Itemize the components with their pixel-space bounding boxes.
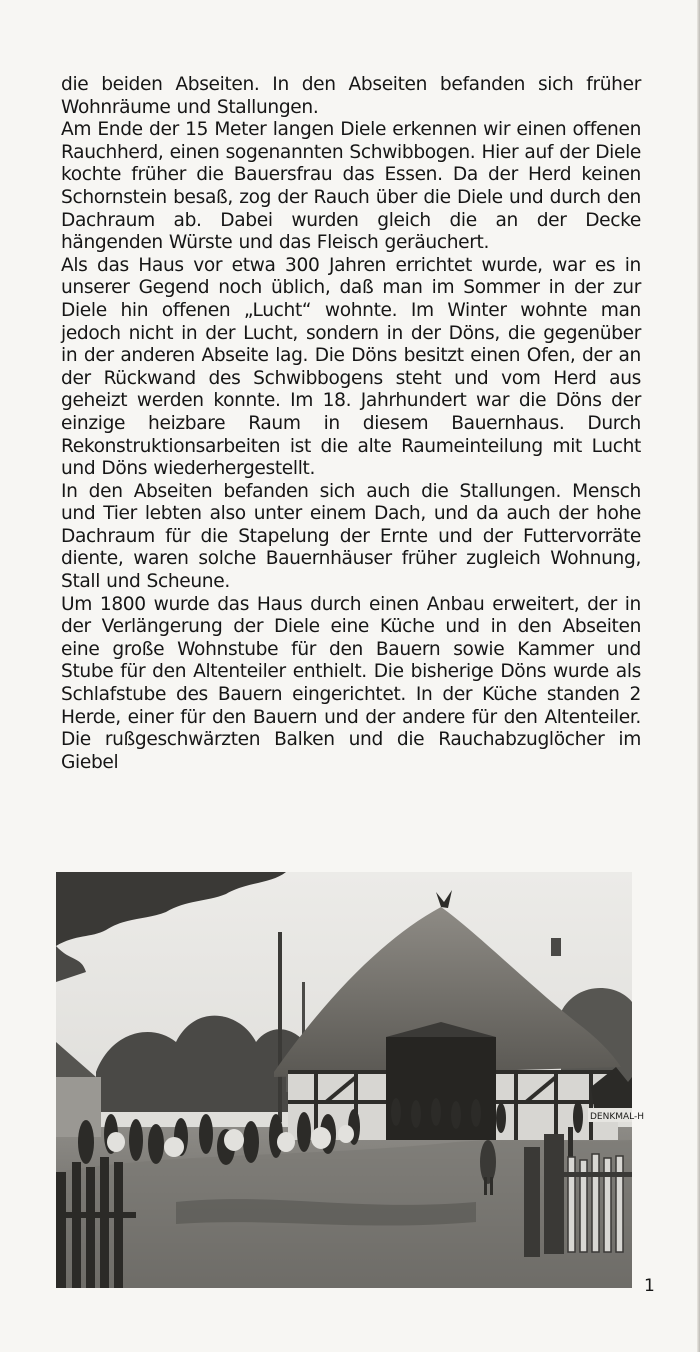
paragraph-2: Am Ende der 15 Meter langen Diele erkennen wir einen offenen Rauchherd, einen sogenannten Schwibbogen. Hier auf der Diele kochte früher die Bauersfrau das Essen. Da der Herd keinen Schornstein besaß, zog der Rauch über die Diele und durch den Dachraum ab. Dabei wurden gleich die an der Decke hängenden Würste und das Fleisch geräuchert.: [61, 119, 641, 254]
page-number: 1: [644, 1276, 655, 1296]
body-text: [61, 74, 641, 774]
farmhouse-photo: [56, 872, 645, 1288]
paragraph-5: Um 1800 wurde das Haus durch einen Anbau erweitert, der in der Verlängerung der Diele eine Küche und in den Abseiten eine große Wohnstube für den Bauern sowie Kammer und Stube für den Altenteiler enthielt. Die bisherige Döns wurde als Schlafstube des Bauern eingerichtet. In der Küche standen 2 Herde, einer für den Bauern und der andere für den Altenteiler. Die rußgeschwärzten Balken und die Rauchabzuglöcher im Giebel: [61, 593, 641, 773]
paragraph-1: die beiden Abseiten. In den Abseiten befanden sich früher Wohnräume und Stallungen.: [61, 74, 641, 118]
paragraph-3: Als das Haus vor etwa 300 Jahren errichtet wurde, war es in unserer Gegend noch üblich, daß man im Sommer in der zur Diele hin offenen „Lucht“ wohnte. Im Winter wohnte man jedoch nicht in der Lucht, sondern in der Döns, die gegenüber in der anderen Abseite lag. Die Döns besitzt einen Ofen, der an der Rückwand des Schwibbogens steht und vom Herd aus geheizt werden konnte. Im 18. Jahrhundert war die Döns der einzige heizbare Raum in diesem Bauernhaus. Durch Rekonstruktionsarbeiten ist die alte Raumeinteilung mit Lucht und Döns wiederhergestellt.: [61, 254, 641, 480]
sign-text: DENKMAL-H: [590, 1112, 645, 1122]
paragraph-4: In den Abseiten befanden sich auch die Stallungen. Mensch und Tier lebten also unter einem Dach, und da auch der hohe Dachraum für die Stapelung der Ernte und der Futtervorräte diente, waren solche Bauernhäuser früher zugleich Wohnung, Stall und Scheune.: [61, 480, 641, 593]
